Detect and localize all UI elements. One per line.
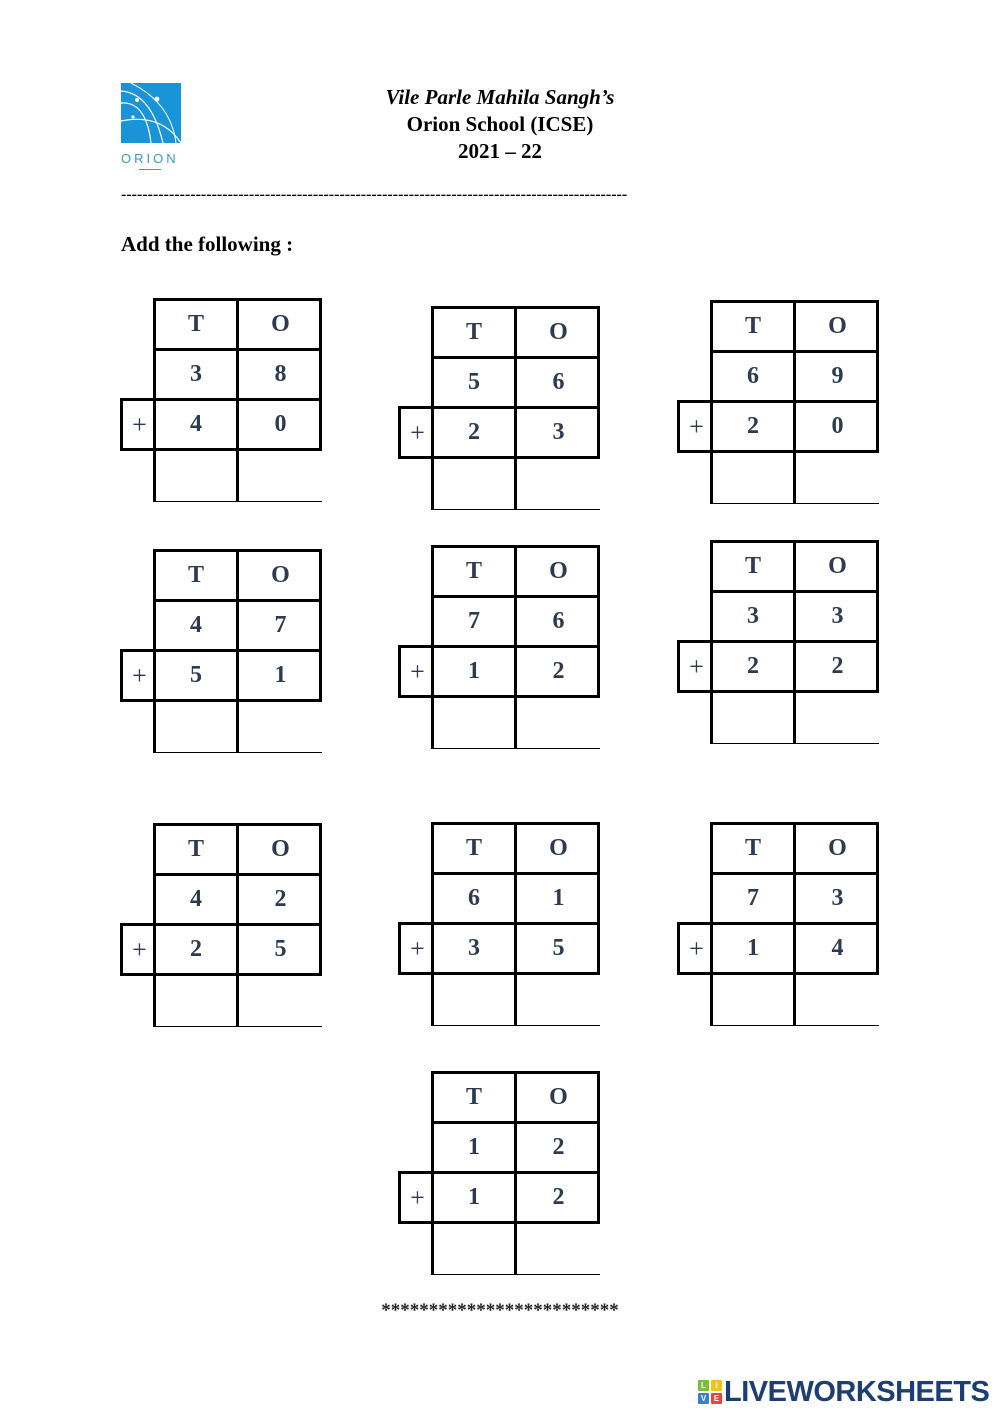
addition-problem: [677, 822, 877, 1026]
bottom-ones-digit: 3: [517, 409, 600, 459]
top-ones-digit: 6: [517, 598, 600, 648]
bottom-tens-digit: 1: [434, 648, 517, 698]
top-tens-digit: 1: [434, 1124, 517, 1174]
tens-ones-grid: [710, 540, 879, 744]
answer-tens-input[interactable]: [434, 975, 517, 1025]
answer-tens-input[interactable]: [434, 1224, 517, 1274]
answer-ones-input[interactable]: [239, 976, 322, 1026]
top-ones-digit: 3: [796, 875, 879, 925]
addition-problem: [398, 822, 598, 1026]
answer-ones-input[interactable]: [517, 975, 600, 1025]
answer-ones-input[interactable]: [239, 451, 322, 501]
top-ones-digit: 8: [239, 351, 322, 401]
ones-header: O: [239, 301, 322, 351]
top-tens-digit: 4: [156, 602, 239, 652]
bottom-ones-digit: 2: [517, 648, 600, 698]
top-ones-digit: 3: [796, 593, 879, 643]
liveworksheets-text: LIVEWORKSHEETS: [724, 1375, 990, 1408]
footer-stars: *************************: [381, 1300, 619, 1321]
tens-ones-grid: [710, 822, 879, 1026]
logo-letter-i: I: [711, 1380, 722, 1391]
plus-sign: +: [677, 922, 713, 975]
tens-header: T: [434, 1074, 517, 1124]
tens-header: T: [156, 301, 239, 351]
top-ones-digit: 7: [239, 602, 322, 652]
ones-header: O: [517, 309, 600, 359]
answer-tens-input[interactable]: [156, 702, 239, 752]
bottom-ones-digit: 0: [239, 401, 322, 451]
logo-letter-e: E: [711, 1393, 722, 1404]
bottom-tens-digit: 3: [434, 925, 517, 975]
ones-header: O: [796, 543, 879, 593]
top-tens-digit: 4: [156, 876, 239, 926]
answer-tens-input[interactable]: [713, 975, 796, 1025]
bottom-ones-digit: 1: [239, 652, 322, 702]
bottom-ones-digit: 2: [517, 1174, 600, 1224]
answer-ones-input[interactable]: [239, 702, 322, 752]
ones-header: O: [517, 1074, 600, 1124]
header-line-1: Vile Parle Mahila Sangh’s: [385, 85, 615, 109]
tens-ones-grid: [431, 306, 600, 510]
tens-header: T: [434, 548, 517, 598]
ones-header: O: [239, 552, 322, 602]
tens-header: T: [156, 826, 239, 876]
tens-header: T: [156, 552, 239, 602]
bottom-tens-digit: 2: [156, 926, 239, 976]
plus-sign: +: [398, 406, 434, 459]
tens-ones-grid: [153, 823, 322, 1027]
answer-tens-input[interactable]: [434, 459, 517, 509]
tens-ones-grid: [431, 545, 600, 749]
tens-ones-grid: [153, 549, 322, 753]
bottom-tens-digit: 2: [713, 403, 796, 453]
logo-letter-l: L: [698, 1380, 709, 1391]
answer-tens-input[interactable]: [713, 453, 796, 503]
school-header: [300, 84, 700, 165]
liveworksheets-logo-icon: [698, 1380, 722, 1404]
addition-problem: [398, 306, 598, 510]
bottom-tens-digit: 2: [434, 409, 517, 459]
top-tens-digit: 7: [434, 598, 517, 648]
addition-problem: [398, 1071, 598, 1275]
orion-logo-icon: [121, 83, 181, 143]
bottom-tens-digit: 1: [434, 1174, 517, 1224]
top-tens-digit: 5: [434, 359, 517, 409]
bottom-ones-digit: 5: [517, 925, 600, 975]
top-tens-digit: 3: [156, 351, 239, 401]
tens-ones-grid: [431, 822, 600, 1026]
answer-tens-input[interactable]: [156, 451, 239, 501]
bottom-ones-digit: 2: [796, 643, 879, 693]
addition-problem: [120, 823, 320, 1027]
bottom-ones-digit: 4: [796, 925, 879, 975]
tens-header: T: [713, 825, 796, 875]
ones-header: O: [517, 548, 600, 598]
top-tens-digit: 7: [713, 875, 796, 925]
header-line-3: 2021 – 22: [458, 139, 542, 163]
ones-header: O: [796, 303, 879, 353]
bottom-ones-digit: 0: [796, 403, 879, 453]
answer-ones-input[interactable]: [796, 975, 879, 1025]
bottom-tens-digit: 2: [713, 643, 796, 693]
top-ones-digit: 9: [796, 353, 879, 403]
answer-ones-input[interactable]: [517, 459, 600, 509]
tens-header: T: [434, 309, 517, 359]
plus-sign: +: [120, 923, 156, 976]
addition-problem: [120, 298, 320, 502]
answer-ones-input[interactable]: [517, 1224, 600, 1274]
top-ones-digit: 2: [517, 1124, 600, 1174]
ones-header: O: [517, 825, 600, 875]
top-ones-digit: 2: [239, 876, 322, 926]
logo-text: ORION: [121, 151, 179, 166]
addition-problem: [677, 300, 877, 504]
answer-tens-input[interactable]: [156, 976, 239, 1026]
answer-ones-input[interactable]: [517, 698, 600, 748]
bottom-tens-digit: 4: [156, 401, 239, 451]
separator-line: -----------------------------------------------------------------------------------------------: [121, 186, 628, 203]
logo-underline: [139, 169, 161, 170]
plus-sign: +: [120, 649, 156, 702]
logo-letter-v: V: [698, 1393, 709, 1404]
tens-ones-grid: [431, 1071, 600, 1275]
school-logo: [121, 83, 181, 173]
plus-sign: +: [398, 922, 434, 975]
answer-tens-input[interactable]: [713, 693, 796, 743]
plus-sign: +: [120, 398, 156, 451]
answer-ones-input[interactable]: [796, 453, 879, 503]
tens-header: T: [713, 303, 796, 353]
bottom-ones-digit: 5: [239, 926, 322, 976]
top-ones-digit: 1: [517, 875, 600, 925]
answer-tens-input[interactable]: [434, 698, 517, 748]
ones-header: O: [796, 825, 879, 875]
bottom-tens-digit: 5: [156, 652, 239, 702]
tens-header: T: [713, 543, 796, 593]
addition-problem: [677, 540, 877, 744]
tens-header: T: [434, 825, 517, 875]
bottom-tens-digit: 1: [713, 925, 796, 975]
plus-sign: +: [677, 400, 713, 453]
instruction: Add the following :: [121, 232, 294, 256]
plus-sign: +: [398, 1171, 434, 1224]
top-tens-digit: 6: [434, 875, 517, 925]
liveworksheets-watermark: [698, 1375, 990, 1408]
top-tens-digit: 3: [713, 593, 796, 643]
top-ones-digit: 6: [517, 359, 600, 409]
header-line-2: Orion School (ICSE): [406, 112, 594, 136]
plus-sign: +: [677, 640, 713, 693]
top-tens-digit: 6: [713, 353, 796, 403]
plus-sign: +: [398, 645, 434, 698]
addition-problem: [398, 545, 598, 749]
tens-ones-grid: [153, 298, 322, 502]
tens-ones-grid: [710, 300, 879, 504]
answer-ones-input[interactable]: [796, 693, 879, 743]
addition-problem: [120, 549, 320, 753]
ones-header: O: [239, 826, 322, 876]
